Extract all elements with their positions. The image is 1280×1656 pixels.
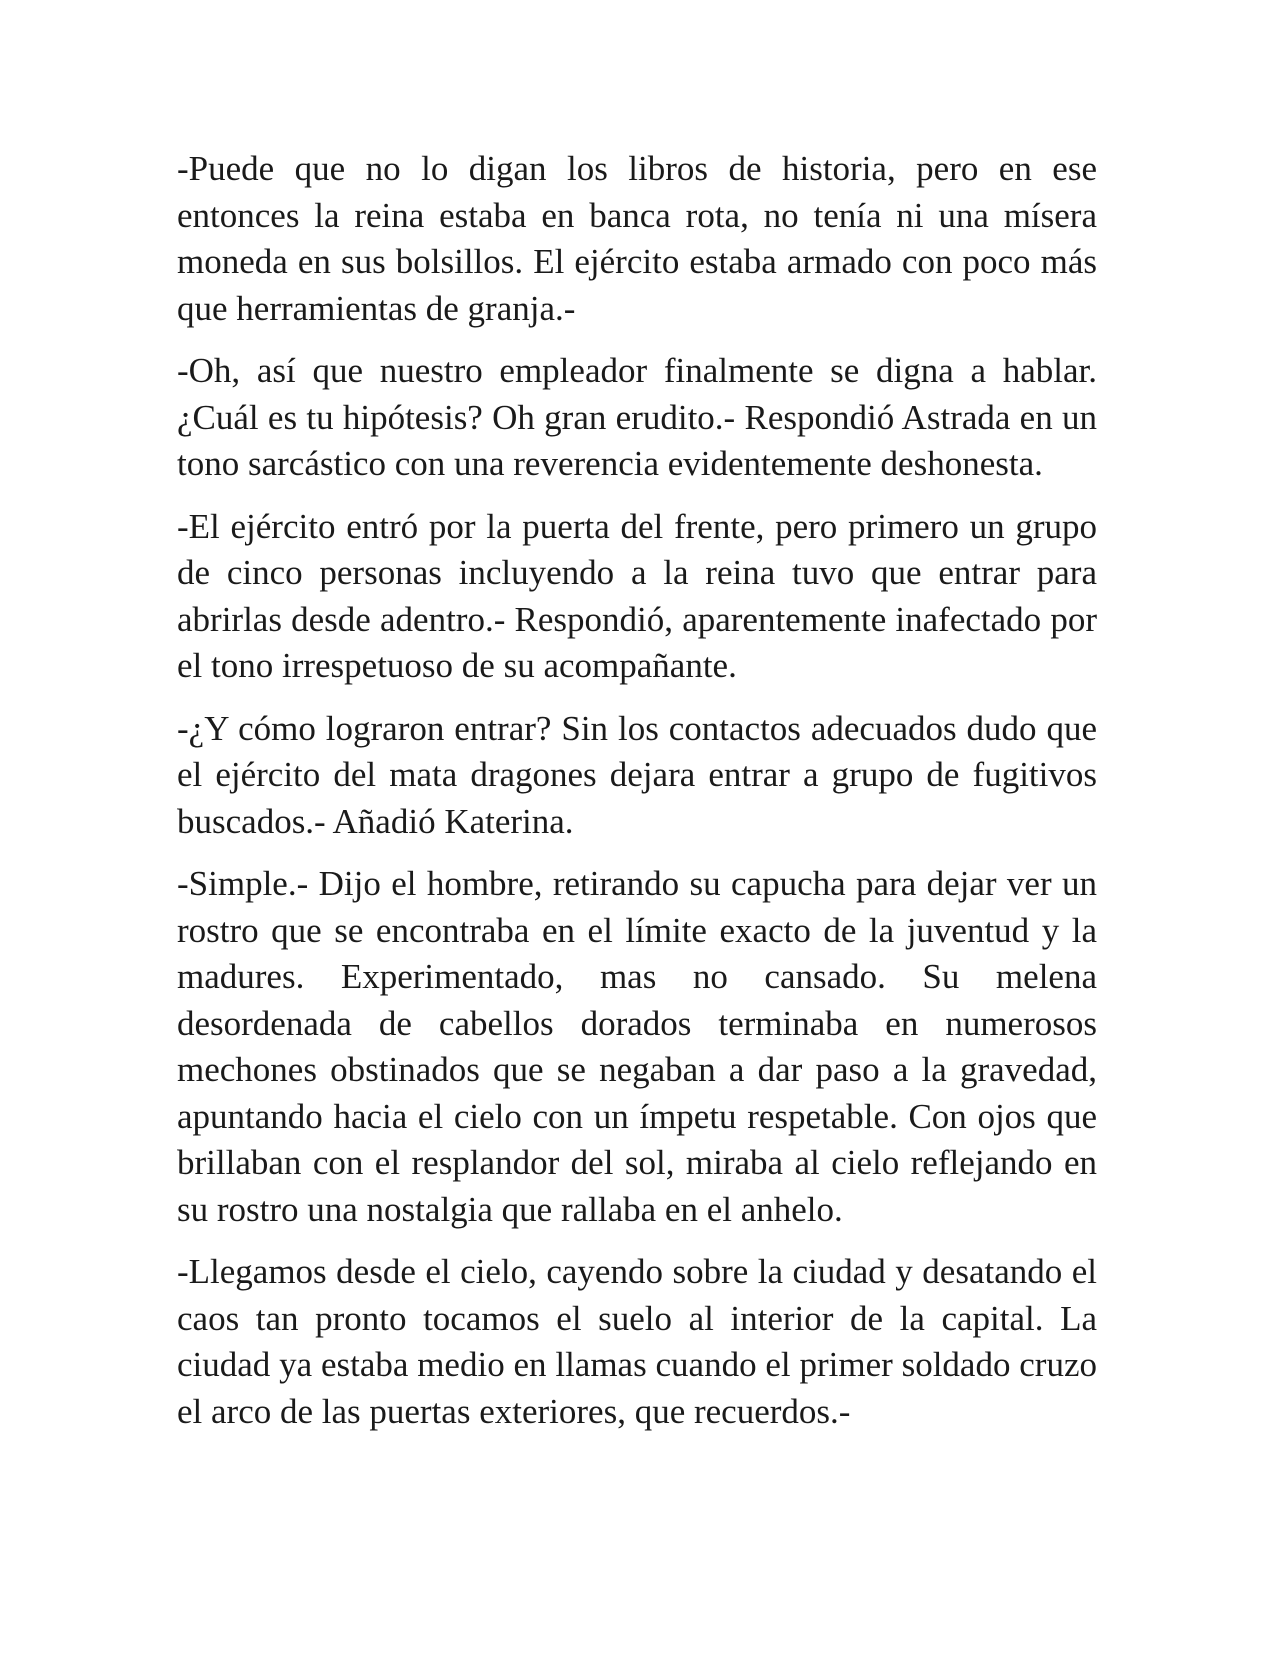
paragraph-2: -Oh, así que nuestro empleador finalmente se digna a hablar. ¿Cuál es tu hipótesis? Oh gran erudito.- Respondió Astrada en un tono sarcástico con una reverencia evidentemente deshonesta. [177,351,1097,483]
paragraph-3: -El ejército entró por la puerta del frente, pero primero un grupo de cinco personas incluyendo a la reina tuvo que entrar para abrirlas desde adentro.- Respondió, aparentemente inafectado por el tono irrespetuoso de su acompañante. [177,506,1097,685]
paragraph-6: -Llegamos desde el cielo, cayendo sobre la ciudad y desatando el caos tan pronto tocamos el suelo al interior de la capital. La ciudad ya estaba medio en llamas cuando el primer soldado cruzo el arco de las puertas exteriores, que recuerdos.- [177,1252,1097,1431]
body-text [177,146,1097,1435]
paragraph-1: -Puede que no lo digan los libros de historia, pero en ese entonces la reina estaba en banca rota, no tenía ni una mísera moneda en sus bolsillos. El ejército estaba armado con poco más que herramientas de granja.- [177,149,1097,328]
paragraph-5: -Simple.- Dijo el hombre, retirando su capucha para dejar ver un rostro que se encontraba en el límite exacto de la juventud y la madures. Experimentado, mas no cansado. Su melena desordenada de cabellos dorados terminaba en numerosos mechones obstinados que se negaban a dar paso a la gravedad, apuntando hacia el cielo con un ímpetu respetable. Con ojos que brillaban con el resplandor del sol, miraba al cielo reflejando en su rostro una nostalgia que rallaba en el anhelo. [177,864,1097,1229]
paragraph-4: -¿Y cómo lograron entrar? Sin los contactos adecuados dudo que el ejército del mata dragones dejara entrar a grupo de fugitivos buscados.- Añadió Katerina. [177,708,1097,841]
